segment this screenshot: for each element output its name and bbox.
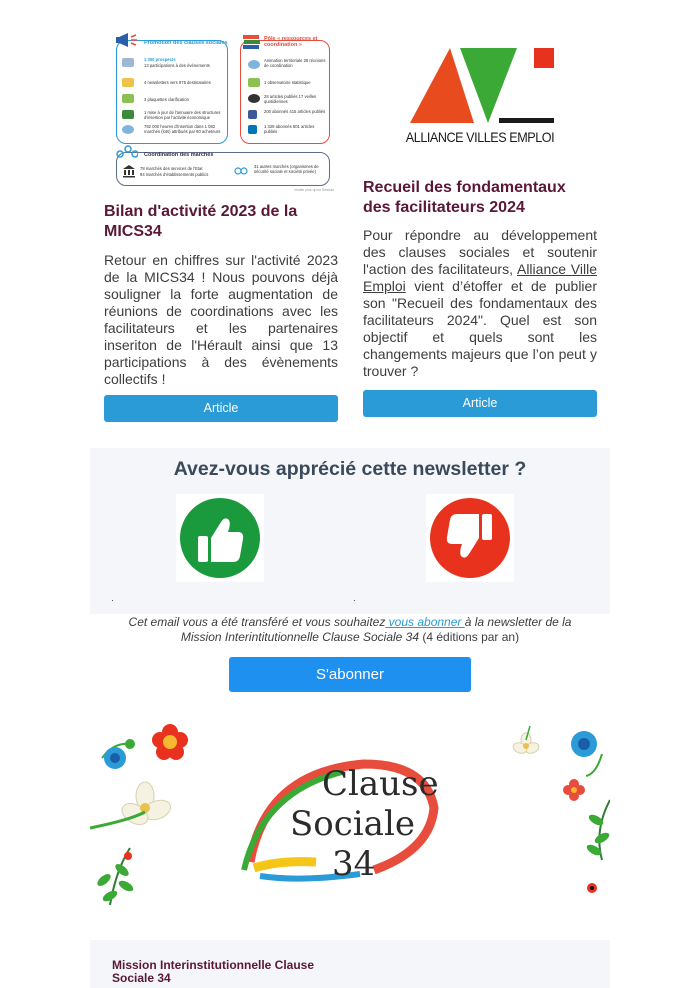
forward-frequency: (4 éditions par an)	[419, 630, 520, 644]
www-icon	[248, 94, 260, 103]
ave-logo-mark	[363, 24, 597, 176]
statistics-icon	[248, 78, 260, 87]
institution-icon	[122, 164, 136, 178]
forward-notice	[110, 615, 590, 645]
thumbs-down-icon	[426, 494, 514, 582]
dislike-button[interactable]	[426, 494, 514, 582]
article-title[interactable]: Bilan d'activité 2023 de la MICS34	[104, 203, 298, 240]
infographic-line: 28 articles publiés 17 veilles quotidiennes	[264, 94, 317, 104]
thumbs-up-icon	[176, 494, 264, 582]
megaphone-icon	[116, 32, 138, 48]
infographic-line: 3 plaquettes clarification	[144, 97, 189, 102]
infographic-section2-title: Pôle « ressources et coordination »	[264, 36, 318, 48]
infographic-line: 1 observatoire statistique	[264, 80, 311, 85]
ave-logo-text: ALLIANCE VILLES EMPLOI	[405, 129, 555, 145]
infographic-section1-title: Promotion des clauses sociales	[144, 40, 228, 46]
banner-line-2: Sociale	[290, 804, 415, 844]
hours-icon	[122, 125, 134, 134]
network-icon	[116, 145, 138, 159]
feedback-section	[90, 448, 610, 614]
infographic-line: 1 mise à jour de l'annuaire des structures d'insertion par l'activité économique	[144, 110, 221, 120]
banner-line-1: Clause	[322, 764, 439, 804]
infographic-caption: Visible plus qu'un Réseau	[294, 188, 335, 192]
link-icon	[234, 165, 248, 177]
article-button[interactable]: Article	[104, 395, 338, 422]
banner-line-3: 34	[332, 844, 376, 884]
infographic-line: 31 autres marchés (organismes de sécurité sociale et société privée)	[254, 164, 319, 174]
forward-text: à la newsletter de la Mission Interintitutionnelle Clause Sociale 34	[180, 615, 572, 644]
books-icon	[242, 32, 262, 52]
facebook-icon	[248, 110, 257, 119]
infographic-line: Animation territoriale 28 réunions de coordination	[264, 58, 326, 68]
forward-text: Cet email vous a été transféré et vous souhaitez	[128, 615, 386, 629]
prospect-icon	[122, 58, 134, 67]
infographic-line: 4 newsletters vers 975 destinataires	[144, 80, 211, 85]
feedback-question: Avez-vous apprécié cette newsletter ?	[173, 458, 527, 480]
article-text	[363, 227, 597, 380]
infographic-section3-title: Coordination des marchés	[144, 152, 214, 158]
article-button[interactable]: Article	[363, 390, 597, 417]
directory-icon	[122, 110, 134, 119]
like-button[interactable]	[176, 494, 264, 582]
dot-marker	[112, 600, 113, 601]
infographic-line: 792 000 heures d'insertion dans 1 082 marchés (lots) attribués par 60 acheteurs	[144, 124, 221, 134]
infographic-line: 78 marchés des services de l'Etat	[140, 166, 203, 171]
infographic-line: 1 329 abonnés 501 articles publiés	[264, 124, 315, 134]
article-text-part: vient d’étoffer et de publier son "Recueil des fondamentaux des facilitateurs 2024". Quel est son objectif et quels sont les changements majeurs que l’on peut y trouver ?	[363, 278, 597, 379]
footer	[90, 940, 610, 988]
subscribe-link[interactable]: vous abonner	[385, 615, 465, 629]
footer-organisation-name: Mission Interinstitutionnelle Clause Sociale 34	[112, 958, 315, 985]
dot-marker	[354, 600, 355, 601]
infographic-line: 200 abonnés 415 articles publiés	[264, 109, 326, 114]
subscribe-button[interactable]: S'abonner	[229, 657, 471, 692]
meeting-icon	[248, 60, 260, 69]
article-card-recueil	[363, 24, 597, 380]
clause-sociale-34-banner	[90, 720, 610, 910]
infographic-line: 1 300 prospects	[144, 57, 176, 62]
infographic-line: 13 participations à des événements	[144, 63, 210, 68]
alliance-ville-emploi-link[interactable]: Alliance Ville Emploi	[363, 261, 597, 294]
infographic-line: 94 marchés d'établissements publics	[140, 172, 209, 177]
article-text-part: Pour répondre au développement des clauses sociales et soutenir l'action des facilitateurs,	[363, 227, 597, 277]
article-card-bilan	[104, 24, 338, 388]
bilan-infographic-image[interactable]	[104, 24, 338, 194]
brochure-icon	[122, 94, 134, 103]
alliance-villes-emploi-logo[interactable]	[363, 24, 597, 176]
newsletter-icon	[122, 78, 134, 87]
article-title[interactable]: Recueil des fondamentaux des facilitateurs 2024	[363, 179, 566, 216]
linkedin-icon	[248, 125, 257, 134]
article-text: Retour en chiffres sur l'activité 2023 de la MICS34 ! Nous pouvons déjà souligner la forte augmentation de réunions de coordinations avec les facilitateurs et les partenaires inseriton de l'Hérault ainsi que 13 participations à des évènements collectifs !	[104, 252, 338, 387]
